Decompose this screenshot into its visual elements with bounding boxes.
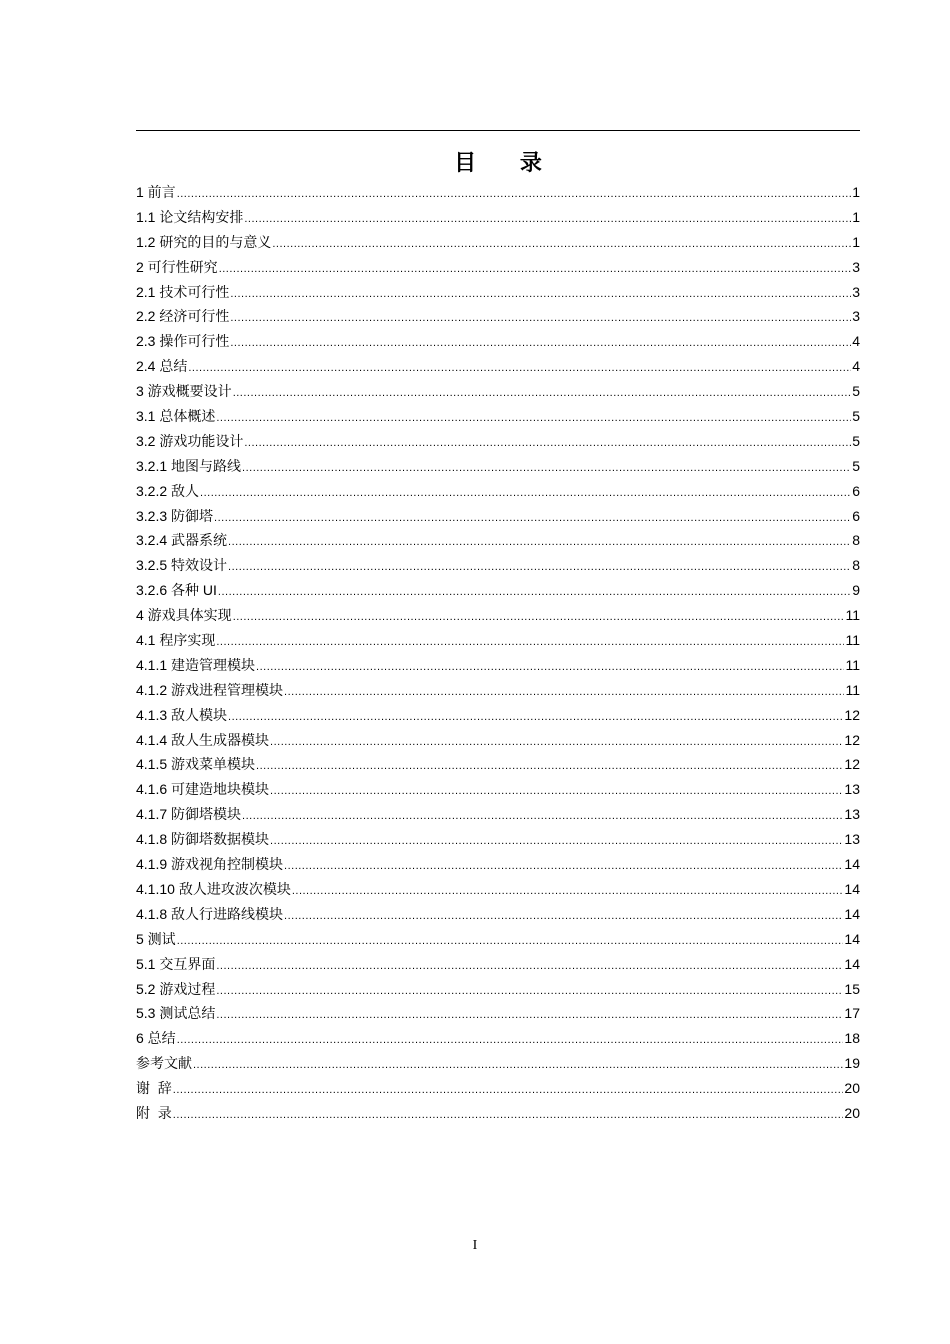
toc-entry-page: 20: [844, 1080, 860, 1097]
toc-entry-text: 2.1 技术可行性: [136, 283, 230, 300]
toc-leader-dots: [173, 1101, 844, 1126]
toc-entry-page: 1: [852, 184, 860, 200]
toc-entry[interactable]: [136, 1051, 860, 1076]
toc-entry[interactable]: [136, 752, 860, 777]
toc-entry-page: 1: [852, 208, 860, 225]
toc-leader-dots: [256, 653, 844, 678]
toc-entry-text: 5.2 游戏过程: [136, 980, 216, 997]
toc-entry-text: 4.1.10 敌人进攻波次模块: [136, 880, 291, 897]
toc-leader-dots: [233, 379, 852, 404]
toc-entry-text: 6 总结: [136, 1030, 176, 1047]
table-of-contents: [136, 180, 860, 1126]
page-number: I: [472, 1238, 478, 1253]
toc-entry-page: 14: [844, 955, 860, 972]
toc-entry-text: 3.2 游戏功能设计: [136, 432, 244, 449]
toc-leader-dots: [256, 752, 843, 777]
toc-entry-page: 11: [845, 681, 860, 698]
toc-leader-dots: [177, 180, 852, 205]
toc-leader-dots: [228, 703, 843, 728]
toc-leader-dots: [219, 255, 852, 280]
toc-entry-text: 3.2.1 地图与路线: [136, 457, 242, 474]
toc-entry-text: 4.1.8 敌人行进路线模块: [136, 905, 284, 922]
toc-leader-dots: [216, 404, 851, 429]
toc-leader-dots: [244, 429, 851, 454]
toc-entry[interactable]: [136, 329, 860, 354]
toc-entry-page: 14: [844, 880, 860, 897]
toc-entry-page: 3: [852, 258, 860, 275]
toc-entry[interactable]: [136, 578, 860, 603]
toc-entry[interactable]: [136, 180, 860, 205]
toc-entry-text: 4.1.7 防御塔模块: [136, 806, 242, 823]
toc-leader-dots: [242, 802, 843, 827]
toc-entry-page: 13: [844, 831, 860, 848]
toc-leader-dots: [284, 902, 843, 927]
toc-entry-text: 4.1.5 游戏菜单模块: [136, 756, 256, 773]
toc-entry-text: 4.1.9 游戏视角控制模块: [136, 856, 284, 873]
toc-leader-dots: [216, 952, 843, 977]
toc-leader-dots: [233, 603, 845, 628]
toc-leader-dots: [173, 1076, 844, 1101]
toc-leader-dots: [284, 678, 844, 703]
toc-entry-page: 11: [845, 607, 860, 624]
toc-leader-dots: [177, 927, 844, 952]
toc-entry-text: 4.1.3 敌人模块: [136, 706, 228, 723]
toc-entry[interactable]: [136, 1001, 860, 1026]
toc-entry-text: 1.2 研究的目的与意义: [136, 233, 272, 250]
toc-entry-page: 6: [852, 507, 860, 524]
toc-entry[interactable]: [136, 504, 860, 529]
toc-entry-text: 5.1 交互界面: [136, 955, 216, 972]
toc-leader-dots: [200, 479, 851, 504]
toc-entry-page: 1: [852, 233, 860, 250]
toc-entry[interactable]: [136, 902, 860, 927]
toc-entry[interactable]: [136, 354, 860, 379]
toc-entry-page: 3: [852, 308, 860, 325]
toc-entry-text: 4.1.6 可建造地块模块: [136, 781, 270, 798]
toc-leader-dots: [216, 977, 843, 1002]
toc-leader-dots: [242, 454, 851, 479]
toc-entry[interactable]: [136, 952, 860, 977]
toc-entry[interactable]: [136, 454, 860, 479]
toc-entry-page: 12: [844, 731, 860, 748]
toc-entry-text: 5.3 测试总结: [136, 1005, 216, 1022]
toc-entry[interactable]: [136, 379, 860, 404]
toc-entry[interactable]: [136, 927, 860, 952]
toc-leader-dots: [244, 205, 851, 230]
header-rule: [136, 130, 860, 131]
toc-leader-dots: [193, 1051, 843, 1076]
toc-entry-page: 14: [844, 905, 860, 922]
toc-entry-page: 5: [852, 432, 860, 449]
toc-entry[interactable]: [136, 205, 860, 230]
toc-entry[interactable]: [136, 678, 860, 703]
toc-entry-page: 17: [844, 1005, 860, 1022]
toc-entry-page: 13: [844, 806, 860, 823]
toc-entry-page: 11: [845, 632, 860, 649]
toc-leader-dots: [230, 304, 851, 329]
toc-entry-text: 4.1.2 游戏进程管理模块: [136, 681, 284, 698]
toc-leader-dots: [177, 1026, 844, 1051]
toc-entry[interactable]: [136, 1026, 860, 1051]
toc-entry-text: 4 游戏具体实现: [136, 607, 232, 624]
toc-entry[interactable]: [136, 977, 860, 1002]
toc-entry-text: 2.4 总结: [136, 358, 188, 375]
toc-entry-text: 谢 辞: [136, 1080, 172, 1097]
toc-entry[interactable]: [136, 852, 860, 877]
toc-entry-text: 3.2.3 防御塔: [136, 507, 214, 524]
toc-leader-dots: [188, 354, 851, 379]
toc-entry-page: 14: [844, 930, 860, 947]
toc-entry-text: 4.1.4 敌人生成器模块: [136, 731, 270, 748]
toc-leader-dots: [228, 528, 851, 553]
toc-entry[interactable]: [136, 628, 860, 653]
toc-entry[interactable]: [136, 802, 860, 827]
toc-entry-text: 3.2.4 武器系统: [136, 532, 228, 549]
toc-entry-text: 2 可行性研究: [136, 258, 218, 275]
toc-entry-text: 3.2.2 敌人: [136, 482, 200, 499]
toc-leader-dots: [272, 230, 851, 255]
toc-entry[interactable]: [136, 429, 860, 454]
toc-leader-dots: [270, 728, 843, 753]
toc-entry-text: 3.1 总体概述: [136, 408, 216, 425]
toc-entry-page: 9: [852, 582, 860, 599]
toc-entry[interactable]: [136, 653, 860, 678]
toc-title: 目 录: [454, 151, 560, 176]
toc-entry-page: 20: [844, 1104, 860, 1121]
toc-entry-text: 附 录: [136, 1104, 172, 1121]
toc-entry[interactable]: [136, 1076, 860, 1101]
toc-entry-page: 11: [845, 656, 860, 673]
toc-entry[interactable]: [136, 827, 860, 852]
toc-entry[interactable]: [136, 703, 860, 728]
toc-entry-page: 14: [844, 856, 860, 873]
toc-leader-dots: [230, 280, 851, 305]
toc-entry-page: 5: [852, 408, 860, 425]
toc-leader-dots: [216, 628, 844, 653]
toc-entry-page: 18: [844, 1030, 860, 1047]
toc-entry-text: 1 前言: [136, 184, 176, 200]
toc-entry-text: 5 测试: [136, 930, 176, 947]
toc-leader-dots: [230, 329, 851, 354]
toc-entry[interactable]: [136, 777, 860, 802]
toc-entry[interactable]: [136, 1101, 860, 1126]
toc-entry-text: 3 游戏概要设计: [136, 383, 232, 400]
toc-entry-text: 4.1.8 防御塔数据模块: [136, 831, 270, 848]
toc-entry-text: 4.1.1 建造管理模块: [136, 656, 256, 673]
toc-entry-page: 4: [852, 333, 860, 350]
toc-entry-page: 5: [852, 457, 860, 474]
toc-entry[interactable]: [136, 603, 860, 628]
toc-leader-dots: [228, 553, 851, 578]
toc-leader-dots: [216, 1001, 843, 1026]
toc-entry-page: 5: [852, 383, 860, 400]
toc-leader-dots: [270, 777, 843, 802]
toc-leader-dots: [284, 852, 843, 877]
toc-entry-text: 4.1 程序实现: [136, 632, 216, 649]
toc-entry-page: 12: [844, 756, 860, 773]
toc-entry[interactable]: [136, 877, 860, 902]
toc-entry-text: 3.2.6 各种 UI: [136, 582, 217, 599]
toc-entry[interactable]: [136, 553, 860, 578]
toc-entry[interactable]: [136, 230, 860, 255]
toc-entry-page: 12: [844, 706, 860, 723]
toc-entry-page: 8: [852, 532, 860, 549]
toc-entry-page: 4: [852, 358, 860, 375]
toc-entry[interactable]: [136, 728, 860, 753]
toc-leader-dots: [214, 504, 851, 529]
toc-entry[interactable]: [136, 528, 860, 553]
toc-entry-text: 3.2.5 特效设计: [136, 557, 228, 574]
toc-entry-text: 2.3 操作可行性: [136, 333, 230, 350]
toc-entry-text: 参考文献: [136, 1055, 192, 1072]
toc-entry[interactable]: [136, 280, 860, 305]
toc-leader-dots: [292, 877, 844, 902]
toc-entry-page: 13: [844, 781, 860, 798]
toc-entry-page: 15: [844, 980, 860, 997]
toc-entry[interactable]: [136, 404, 860, 429]
toc-leader-dots: [270, 827, 843, 852]
toc-entry-text: 1.1 论文结构安排: [136, 208, 244, 225]
toc-entry-page: 3: [852, 283, 860, 300]
toc-entry[interactable]: [136, 479, 860, 504]
toc-entry-page: 6: [852, 482, 860, 499]
toc-entry-text: 2.2 经济可行性: [136, 308, 230, 325]
toc-entry[interactable]: [136, 304, 860, 329]
toc-entry-page: 8: [852, 557, 860, 574]
toc-entry[interactable]: [136, 255, 860, 280]
toc-leader-dots: [218, 578, 851, 603]
toc-entry-page: 19: [844, 1055, 860, 1072]
